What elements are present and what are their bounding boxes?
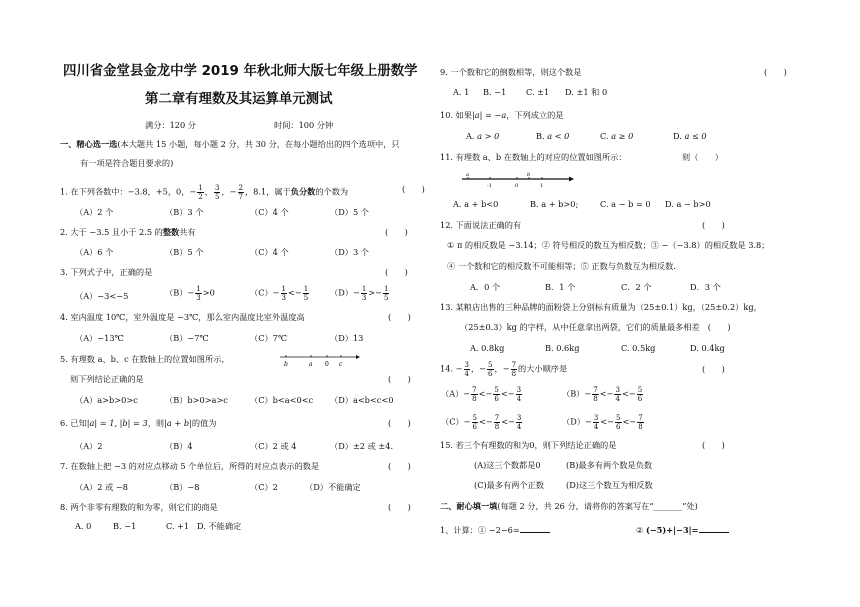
q5-axis-label-b: b <box>284 361 288 368</box>
fill1-expression: (−5)+|−3|= <box>645 525 699 535</box>
section2-instruction <box>440 501 698 511</box>
q3-b-frac: $\frac{1}{3}$ <box>196 285 201 302</box>
exam-time: 时间：100 分钟 <box>274 120 334 130</box>
q11-axis-label-1: 1 <box>540 183 544 189</box>
q15-option-a[interactable]: (A)这三个数都是0 <box>474 460 541 470</box>
q5-axis-label-0: 0 <box>325 361 329 368</box>
q1-option-c[interactable]: （C）4 个 <box>250 207 289 217</box>
q7-option-d[interactable]: （D）不能确定 <box>305 482 361 492</box>
q11-option-d[interactable]: D. a − b>0 <box>665 199 711 209</box>
q9-option-d[interactable]: D. ±1 和 0 <box>565 87 608 97</box>
q4-option-c[interactable]: （C）7℃ <box>250 333 288 343</box>
q2-text-b: 共有 <box>179 227 196 237</box>
q6-option-d[interactable]: （D）±2 或 ±4. <box>330 441 394 451</box>
q1-f2-den: 5 <box>214 193 220 201</box>
page-title: 四川省金堂县金龙中学 2019 年秋北师大版七年级上册数学 <box>63 64 418 79</box>
q15-option-d[interactable]: (D)这三个数互为相反数 <box>566 480 653 490</box>
q10-text-b: ，下列成立的是 <box>506 110 564 120</box>
q4-answer-paren[interactable]: ( ) <box>388 312 411 322</box>
question-7-stem: 7. 在数轴上把 −3 的对应点移动 5 个单位后，所得的对应点表示的数是 <box>60 461 320 471</box>
q10-b-expr: a < 0 <box>547 131 570 141</box>
q1-text-bold: 负分数 <box>290 186 316 197</box>
q5-option-b[interactable]: （B）b>0>a>c <box>165 395 228 405</box>
question-13-line-2: （25±0.3）kg 的字样，从中任意拿出两袋，它们的质量最多相差 ( ) <box>460 322 731 332</box>
q11-axis-arrow <box>569 177 574 182</box>
q3-option-b[interactable]: （B）− $\frac{1}{3}$ >0 <box>165 285 215 302</box>
q2-text-a: 2. 大于 −3.5 且小于 2.5 的 <box>60 227 163 237</box>
question-5-stem-2: 则下列结论正确的是 <box>70 374 144 384</box>
question-6-stem <box>60 418 216 428</box>
q6-option-c[interactable]: （C）2 或 4 <box>250 441 297 451</box>
q9-answer-paren[interactable]: ( ) <box>764 67 787 77</box>
section1-heading: 一、精心选一选 <box>60 139 118 149</box>
question-11-then: 则（ ） <box>682 152 723 162</box>
fill1-label: 1、计算：① −2−6= <box>440 525 520 535</box>
q12-option-a[interactable]: A．0 个 <box>470 282 501 292</box>
q9-option-c[interactable]: C. ±1 <box>526 87 550 97</box>
q2-text-bold: 整数 <box>162 227 180 237</box>
q2-option-a[interactable]: （A）6 个 <box>75 247 114 257</box>
q11-option-a[interactable]: A. a + b<0 <box>453 199 499 209</box>
q6-text-a: 6. 已知 <box>60 418 87 428</box>
q13-option-b[interactable]: B. 0.6kg <box>545 343 580 353</box>
q1-f3-den: 7 <box>238 193 243 201</box>
q1-text-c: 的个数为 <box>315 186 349 197</box>
q14-c-label: （C） <box>441 416 464 427</box>
q12-answer-paren[interactable]: ( ) <box>702 220 725 230</box>
fill-1-part-1 <box>440 525 550 535</box>
q5-axis-arrow <box>356 355 360 359</box>
q5-option-a[interactable]: （A）a>b>0>c <box>75 395 138 405</box>
q10-a-label: A. <box>466 131 475 141</box>
page-subtitle: 第二章有理数及其运算单元测试 <box>145 92 333 107</box>
section1-instruction <box>60 139 400 149</box>
q10-c-expr: a ≥ 0 <box>611 131 634 141</box>
q10-d-expr: a ≤ 0 <box>684 131 707 141</box>
q1-f1-den: 2 <box>198 193 203 201</box>
q2-option-c[interactable]: （C）4 个 <box>250 247 289 257</box>
q5-answer-paren[interactable]: ( ) <box>388 374 411 384</box>
q8-option-b[interactable]: B. −1 <box>113 521 137 531</box>
fill1-second-label: ② <box>636 525 644 535</box>
q13-option-d[interactable]: D. 0.4kg <box>690 343 725 353</box>
q12-line-1: ① π 的相反数是 −3.14；② 符号相反的数互为相反数；③ −（−3.8）的相反数是 3.8； <box>447 240 770 250</box>
q8-option-d[interactable]: D. 不能确定 <box>197 521 242 531</box>
q3-c-frac2: $\frac{1}{5}$ <box>303 285 309 302</box>
q7-option-a[interactable]: （A）2 或 −8 <box>75 482 128 492</box>
q3-option-c[interactable]: （C）− $\frac{1}{3}$ <− $\frac{1}{5}$ <box>250 285 309 302</box>
q8-option-c[interactable]: C. +1 <box>166 521 190 531</box>
q2-option-d[interactable]: （D）3 个 <box>330 247 369 257</box>
q9-option-a[interactable]: A. 1 <box>453 87 470 97</box>
q7-answer-paren[interactable]: ( ) <box>388 461 411 471</box>
q14-option-d[interactable]: （D）− $\frac{3}{4}$ <− $\frac{5}{6}$ <− $\frac{7}{8}$ <box>562 414 643 431</box>
q3-option-a[interactable]: （A）−3<−5 <box>75 291 129 301</box>
question-14-stem: 14. − $\frac{3}{4}$ ，− $\frac{5}{6}$ ，− $\frac{7}{8}$ 的大小顺序是 <box>440 361 568 378</box>
q3-c-frac1: $\frac{1}{3}$ <box>281 285 286 302</box>
q14-option-a[interactable]: （A）− $\frac{7}{8}$ <− $\frac{5}{6}$ <− $\frac{3}{4}$ <box>441 386 522 403</box>
q10-option-a[interactable] <box>466 131 499 141</box>
q11-number-line <box>462 172 574 190</box>
q10-option-c[interactable] <box>600 131 633 141</box>
q15-answer-paren[interactable]: ( ) <box>702 440 725 450</box>
q2-answer-paren[interactable]: ( ) <box>385 227 408 237</box>
section1-instruction-2: 有一项是符合题目要求的) <box>80 158 174 168</box>
q1-text-b: ，8.1，属于 <box>244 186 291 197</box>
q8-answer-paren[interactable]: ( ) <box>388 502 411 512</box>
q1-fraction-1 <box>197 184 203 201</box>
question-2-stem <box>60 227 196 237</box>
question-13-line-1: 13. 某粮店出售的三种品牌的面粉袋上分别标有质量为（25±0.1）kg，（25±0.2）kg， <box>440 302 762 312</box>
q11-axis-label-neg1: -1 <box>487 183 492 189</box>
q11-axis-label-0: 0 <box>515 183 519 189</box>
q6-expression: |a + b| <box>164 418 192 428</box>
q11-option-b[interactable]: B. a + b>0; <box>530 199 579 209</box>
q1-fraction-3 <box>238 184 244 201</box>
q6-text-b: ，则 <box>147 418 165 428</box>
q10-a-expr: a > 0 <box>477 131 500 141</box>
question-9-stem: 9. 一个数和它的倒数相等，则这个数是 <box>440 67 582 77</box>
q13-option-a[interactable]: A. 0.8kg <box>470 343 505 353</box>
q12-option-b[interactable]: B．1 个 <box>545 282 576 292</box>
q10-option-b[interactable] <box>536 131 569 141</box>
q14-d-label: （D） <box>562 416 585 427</box>
q1-text-a: 1. 在下列各数中：−3.8，+5，0，− <box>60 186 197 197</box>
q7-option-b[interactable]: （B）−8 <box>165 482 200 492</box>
question-4-stem: 4. 室内温度 10℃，室外温度是 −3℃，那么室内温度比室外温度高 <box>60 312 305 322</box>
q14-a-label: （A） <box>441 388 464 399</box>
q4-option-d[interactable]: （D）13 <box>330 333 364 343</box>
q6-condition: |a| = 1, |b| = 3 <box>86 418 148 428</box>
q3-b-label: （B）− <box>165 287 195 298</box>
full-score: 满分：120 分 <box>145 120 196 130</box>
q5-option-c[interactable]: （C）b<a<0<c <box>250 395 314 405</box>
q11-axis-label-a: a <box>466 172 469 178</box>
q9-option-b[interactable]: B. −1 <box>483 87 507 97</box>
q12-option-c[interactable]: C．2 个 <box>621 282 652 292</box>
question-5-stem: 5. 有理数 a、b、c 在数轴上的位置如图所示， <box>60 354 230 364</box>
q2-option-b[interactable]: （B）5 个 <box>165 247 204 257</box>
q10-option-d[interactable] <box>673 131 707 141</box>
fill-1-part-2 <box>636 525 729 535</box>
q14-text-b: 的大小顺序是 <box>518 363 568 374</box>
q1-answer-paren[interactable]: ( ) <box>402 184 425 194</box>
question-11-stem: 11. 有理数 a、b 在数轴上的对应的位置如图所示： <box>440 152 627 162</box>
q14-b-label: （B） <box>562 388 585 399</box>
q1-f1-num: 1 <box>198 184 203 192</box>
fill1-blank-1[interactable] <box>520 532 550 533</box>
q10-c-label: C. <box>600 131 609 141</box>
q12-option-d[interactable]: D．3 个 <box>690 282 721 292</box>
fill1-blank-2[interactable] <box>699 532 729 533</box>
q10-d-label: D. <box>673 131 682 141</box>
question-1-stem: 1. 在下列各数中：−3.8，+5，0，− $\frac{1}{2}$ ， $\frac{3}{5}$ ，− $\frac{2}{7}$ ，8.1，属于负分数的个数为 <box>60 184 349 201</box>
q15-option-b[interactable]: (B)最多有两个数是负数 <box>566 460 653 470</box>
q1-f2-num: 3 <box>214 184 220 192</box>
q15-option-c[interactable]: (C)最多有两个正数 <box>474 480 544 490</box>
question-10-stem <box>440 110 564 120</box>
q3-c-label: （C）− <box>250 287 280 298</box>
q3-option-d[interactable]: （D）− $\frac{1}{3}$ >− $\frac{1}{5}$ <box>330 285 389 302</box>
q6-text-c: 的值为 <box>191 418 217 428</box>
q1-fraction-2 <box>214 184 220 201</box>
q3-d-frac1: $\frac{1}{3}$ <box>361 285 367 302</box>
section2-instruction-text: (每题 2 分，共 26 分，请将你的答案写在“_______”处) <box>497 501 698 511</box>
q4-option-a[interactable]: （A）−13℃ <box>75 333 124 343</box>
question-3-stem: 3. 下列式子中，正确的是 <box>60 267 153 277</box>
q1-option-b[interactable]: （B）3 个 <box>165 207 204 217</box>
section2-heading: 二、耐心填一填 <box>440 501 498 511</box>
q14-text-a: 14. <box>440 363 454 374</box>
question-15-stem: 15. 若三个有理数的和为0，则下列结论正确的是 <box>440 440 617 450</box>
q14-option-b[interactable]: （B）− $\frac{7}{8}$ <− $\frac{3}{4}$ <− $\frac{5}{6}$ <box>562 386 643 403</box>
q5-axis-label-c: c <box>339 361 343 368</box>
q13-option-c[interactable]: C. 0.5kg <box>621 343 656 353</box>
q14-answer-paren[interactable]: ( ) <box>702 364 725 374</box>
q6-option-b[interactable]: （B）4 <box>165 441 193 451</box>
q10-expression: |a| = −a <box>472 110 507 120</box>
q5-axis-label-a: a <box>309 361 313 368</box>
q10-text-a: 10. 如果 <box>440 110 472 120</box>
section1-instruction-text: (本大题共 15 小题，每小题 2 分，共 30 分，在每小题给出的四个选项中，只 <box>117 139 400 149</box>
q5-number-line <box>280 352 360 370</box>
q6-option-a[interactable]: （A）2 <box>75 441 103 451</box>
q4-option-b[interactable]: （B）−7℃ <box>165 333 209 343</box>
q1-option-a[interactable]: （A）2 个 <box>75 207 114 217</box>
q5-option-d[interactable]: （D）a<b<c<0 <box>330 395 394 405</box>
q11-option-c[interactable]: C. a − b = 0 <box>600 199 651 209</box>
q11-axis-label-b: b <box>527 172 531 178</box>
q3-d-label: （D）− <box>330 287 360 298</box>
q3-d-frac2: $\frac{1}{5}$ <box>384 285 389 302</box>
q8-option-a[interactable]: A. 0 <box>75 521 92 531</box>
q3-answer-paren[interactable]: ( ) <box>385 267 408 277</box>
question-8-stem: 8. 两个非零有理数的和为零，则它们的商是 <box>60 502 218 512</box>
q12-line-2: ④ 一个数和它的相反数不可能相等；⑤ 正数与负数互为相反数. <box>447 261 676 271</box>
q1-option-d[interactable]: （D）5 个 <box>330 207 369 217</box>
q6-answer-paren[interactable]: ( ) <box>388 418 411 428</box>
q10-b-label: B. <box>536 131 545 141</box>
q14-option-c[interactable]: （C）− $\frac{5}{6}$ <− $\frac{7}{8}$ <− $\frac{3}{4}$ <box>441 414 522 431</box>
q1-f3-num: 2 <box>238 184 243 192</box>
question-12-stem: 12. 下面说法正确的有 <box>440 220 522 230</box>
q7-option-c[interactable]: （C）2 <box>250 482 278 492</box>
